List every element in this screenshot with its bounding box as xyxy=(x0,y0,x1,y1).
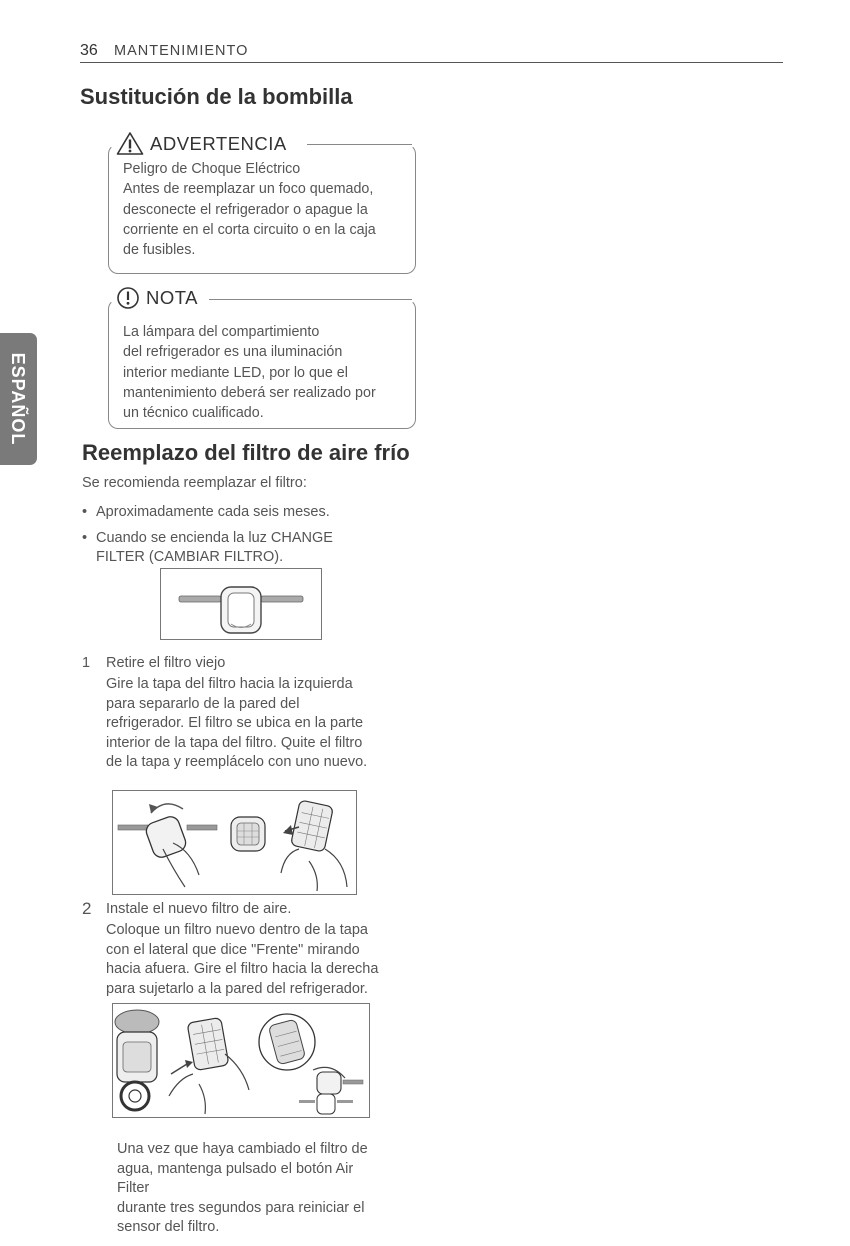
filter-bullet-list xyxy=(82,503,382,574)
warning-box xyxy=(108,132,416,274)
language-label: ESPAÑOL xyxy=(8,352,28,446)
step-text: Gire la tapa del filtro hacia la izquierda para separarlo de la pared del refrigerador. El filtro se ubica en la parte interior de la tapa del filtro. Quite el filtro de la tapa y reemplácelo con uno nuevo. xyxy=(106,676,368,770)
remove-filter-illustration xyxy=(112,790,357,895)
note-title: NOTA xyxy=(146,287,199,308)
section-label: MANTENIMIENTO xyxy=(114,43,249,59)
install-filter-illustration xyxy=(112,1003,370,1118)
note-header xyxy=(112,286,204,310)
warning-text: Peligro de Choque Eléctrico Antes de reemplazar un foco quemado, desconecte el refrigerador o apague la corriente en el corta circuito o en la caja de fusibles. xyxy=(123,161,376,259)
filter-section-title: Reemplazo del filtro de aire frío xyxy=(82,440,410,465)
warning-title: ADVERTENCIA xyxy=(150,132,287,154)
note-info-icon xyxy=(116,286,140,310)
warning-triangle-icon xyxy=(116,131,144,156)
step-number: 1 xyxy=(82,655,91,671)
install-filter-drawing xyxy=(113,1004,369,1117)
page-number: 36 xyxy=(80,42,98,59)
step-title: Retire el filtro viejo xyxy=(106,655,226,671)
step-number: 2 xyxy=(82,899,92,918)
list-item: • Cuando se encienda la luz CHANGE FILTER (CAMBIAR FILTRO). xyxy=(82,529,382,567)
filter-cap-illustration xyxy=(160,568,322,640)
note-text: La lámpara del compartimiento del refrigerador es una iluminación interior mediante LED, por lo que el mantenimiento deberá ser realizado por un técnico cualificado. xyxy=(123,324,376,422)
page-header xyxy=(80,42,783,63)
list-item: • Aproximadamente cada seis meses. xyxy=(82,503,382,522)
filter-cap-icon xyxy=(161,569,321,639)
note-box xyxy=(108,287,416,429)
bulb-section-title: Sustitución de la bombilla xyxy=(80,84,353,109)
filter-intro: Se recomienda reemplazar el filtro: xyxy=(82,475,307,491)
step-title: Instale el nuevo filtro de aire. xyxy=(106,901,292,917)
language-tab xyxy=(0,333,37,465)
remove-filter-drawing xyxy=(113,791,356,894)
warning-header xyxy=(112,131,293,156)
step-text: Coloque un filtro nuevo dentro de la tapa con el lateral que dice "Frente" mirando hacia afuera. Gire el filtro hacia la derecha para sujetarlo a la pared del refrigerador. xyxy=(106,922,379,997)
closing-paragraph: Una vez que haya cambiado el filtro de agua, mantenga pulsado el botón Air Filter durante tres segundos para reiniciar el sensor del filtro. xyxy=(117,1141,368,1235)
